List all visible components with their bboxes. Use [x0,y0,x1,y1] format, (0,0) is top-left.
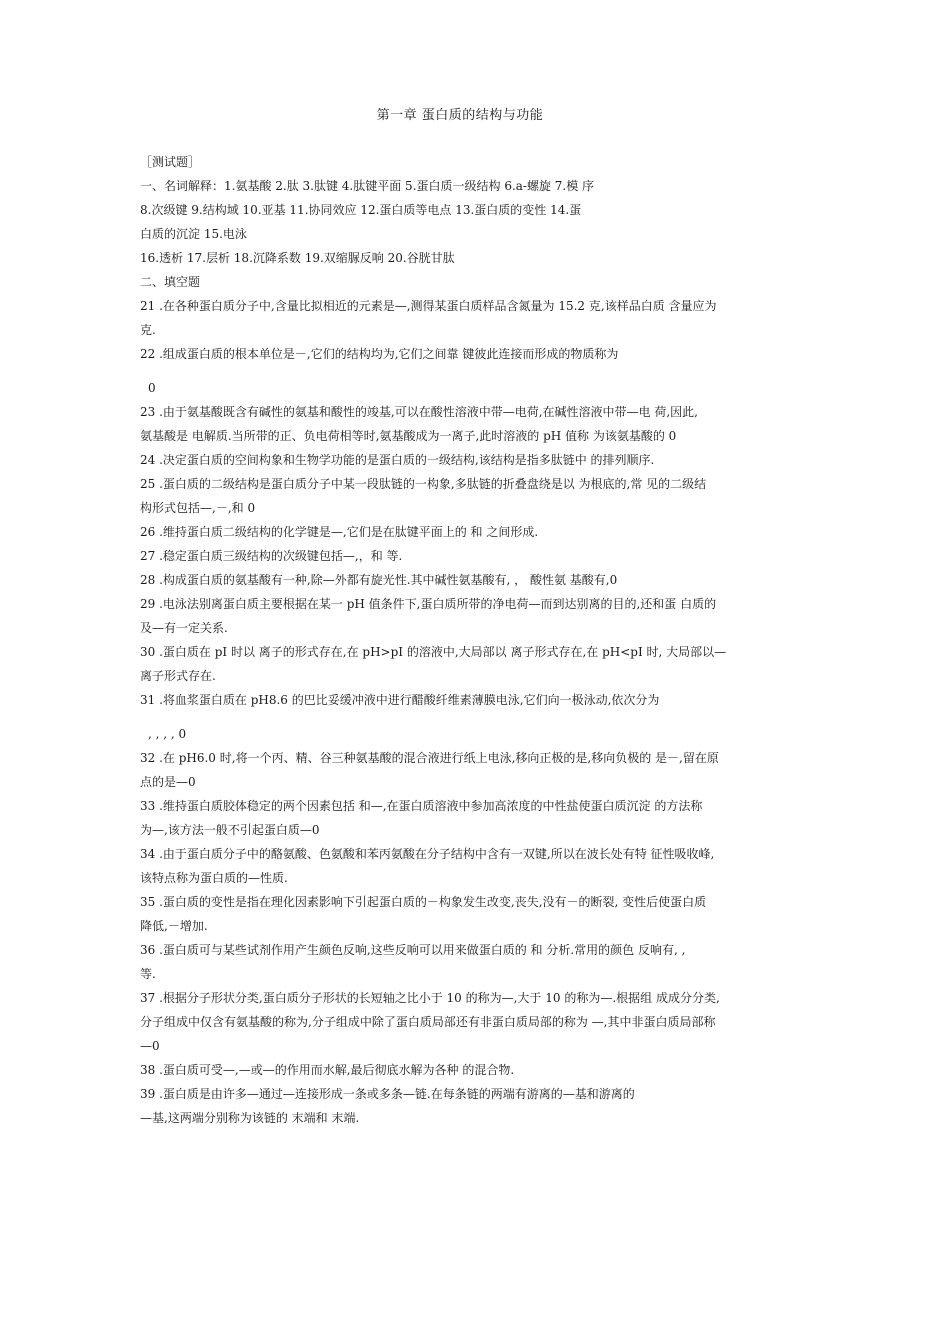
document-body [140,150,820,1130]
text-line: 26 .维持蛋白质二级结构的化学键是—,它们是在肽键平面上的 和 之间形成. [140,525,539,539]
text-line: 39 .蛋白质是由许多—通过—连接形成一条或多条—链.在每条链的两端有游离的—基和游离的 [140,1087,635,1101]
text-line: 36 .蛋白质可与某些试剂作用产生颜色反响,这些反响可以用来做蛋白质的 和 分析.常用的颜色 反响有, , [140,943,686,957]
text-line: 21 .在各种蛋白质分子中,含量比拟相近的元素是—,测得某蛋白质样品含氮量为 15.2 克,该样品白质 含量应为 [140,299,717,313]
text-line: —基,这两端分别称为该链的 末端和 末端. [140,1111,360,1125]
text-line: , , , , 0 [148,727,187,741]
text-line: 25 .蛋白质的二级结构是蛋白质分子中某一段肽链的一构象,多肽链的折叠盘绕是以 为根底的,常 见的二级结 [140,477,707,491]
text-line: 32 .在 pH6.0 时,将一个丙、精、谷三种氨基酸的混合液进行纸上电泳,移向正极的是,移向负极的 是－,留在原 [140,751,719,765]
text-line: 24 .决定蛋白质的空间构象和生物学功能的是蛋白质的一级结构,该结构是指多肽链中 的排列顺序. [140,453,655,467]
text-line: 33 .维持蛋白质胶体稳定的两个因素包括 和—,在蛋白质溶液中参加高浓度的中性盐使蛋白质沉淀 的方法称 [140,799,703,813]
text-line: 35 .蛋白质的变性是指在理化因素影响下引起蛋白质的－构象发生改变,丧失,没有－的断裂, 变性后使蛋白质 [140,895,707,909]
text-line: 分子组成中仅含有氨基酸的称为,分子组成中除了蛋白质局部还有非蛋白质局部的称为 —,其中非蛋白质局部称 [140,1015,716,1029]
text-line: 30 .蛋白质在 pI 时以 离子的形式存在,在 pH>pI 的溶液中,大局部以 离子形式存在,在 pH<pI 时, 大局部以— [140,645,727,659]
text-line: 38 .蛋白质可受—,—或—的作用而水解,最后彻底水解为各种 的混合物. [140,1063,515,1077]
text-line: 降低,－增加. [140,919,208,933]
text-line: ［测试题］ [140,155,201,169]
text-line: 及—有一定关系. [140,621,228,635]
text-line: 34 .由于蛋白质分子中的酪氨酸、色氨酸和苯丙氨酸在分子结构中含有一双键,所以在波长处有特 征性吸收峰, [140,847,715,861]
text-line: 构形式包括—,－,和 0 [140,501,256,515]
text-line: 离子形式存在. [140,669,216,683]
text-line: 31 .将血浆蛋白质在 pH8.6 的巴比妥缓冲液中进行醋酸纤维素薄膜电泳,它们向一极泳动,依次分为 [140,693,660,707]
text-line: 等. [140,967,156,981]
text-line: 为—,该方法一般不引起蛋白质—0 [140,823,320,837]
text-line: 8.次级键 9.结构域 10.亚基 11.协同效应 12.蛋白质等电点 13.蛋白质的变性 14.蛋 [140,203,582,217]
text-line [140,712,820,722]
text-line: 16.透析 17.层析 18.沉降系数 19.双缩脲反响 20.谷胱甘肽 [140,251,455,265]
text-line: 22 .组成蛋白质的根本单位是－,它们的结构均为,它们之间靠 键彼此连接而形成的物质称为 [140,347,619,361]
text-line: 0 [148,381,156,395]
text-line: 该特点称为蛋白质的—性质. [140,871,288,885]
text-line: 27 .稳定蛋白质三级结构的次级键包括—,，和 等. [140,549,403,563]
text-line: 克. [140,323,156,337]
text-line: —0 [140,1039,160,1053]
text-line: 23 .由于氨基酸既含有碱性的氨基和酸性的竣基,可以在酸性溶液中带—电荷,在碱性溶液中带—电 荷,因此, [140,405,698,419]
text-line: 29 .电泳法别离蛋白质主要根据在某一 pH 值条件下,蛋白质所带的净电荷—而到达别离的目的,还和蛋 白质的 [140,597,717,611]
text-line: 白质的沉淀 15.电泳 [140,227,247,241]
text-line: 氨基酸是 电解质.当所带的正、负电荷相等时,氨基酸成为一离子,此时溶液的 pH 值称 为该氨基酸的 0 [140,429,677,443]
text-line: 37 .根据分子形状分类,蛋白质分子形状的长短轴之比小于 10 的称为—,大于 10 的称为—.根据组 成成分分类, [140,991,720,1005]
text-line: 二、填空题 [140,275,201,289]
text-line [140,366,820,376]
text-line: 28 .构成蛋白质的氨基酸有一种,除—外都有旋光性.其中碱性氨基酸有, ， 酸性氨 基酸有,0 [140,573,618,587]
chapter-title: 第一章 蛋白质的结构与功能 [376,108,544,123]
text-line: 点的是—0 [140,775,196,789]
text-line: 一、名词解释：1.氨基酸 2.肽 3.肽键 4.肽键平面 5.蛋白质一级结构 6.a-螺旋 7.模 序 [140,179,595,193]
